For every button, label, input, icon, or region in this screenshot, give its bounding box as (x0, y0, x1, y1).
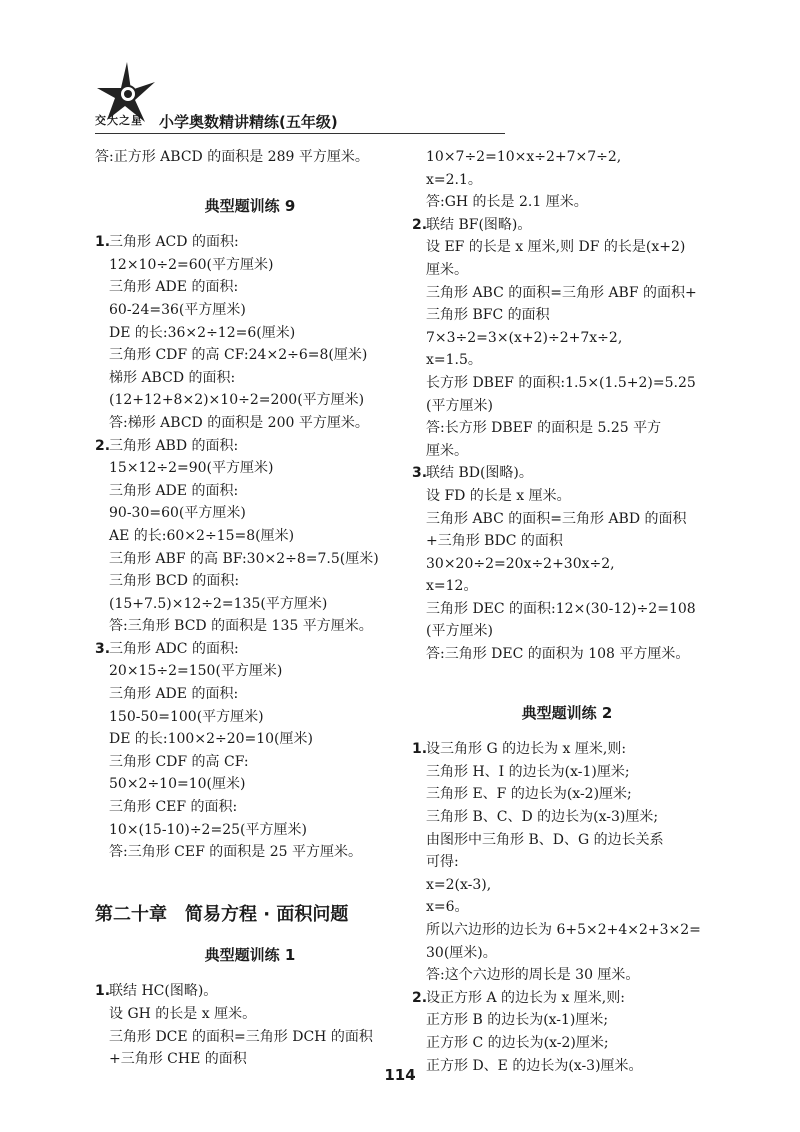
problem-number: 3. (412, 465, 428, 482)
text-line: 答:梯形 ABCD 的面积是 200 平方厘米。 (109, 414, 369, 431)
text-line: 三角形 ADE 的面积: (109, 482, 239, 499)
text-line: 梯形 ABCD 的面积: (109, 369, 236, 386)
text-line: 三角形 CEF 的面积: (109, 799, 238, 816)
text-line: 10×(15-10)÷2=25(平方厘米) (109, 821, 307, 838)
text-line: 三角形 B、C、D 的边长为(x-3)厘米; (426, 809, 659, 826)
text-line: 正方形 D、E 的边长为(x-3)厘米。 (426, 1057, 643, 1074)
text-line: 20×15÷2=150(平方厘米) (109, 663, 283, 680)
text-line: 设 FD 的长是 x 厘米。 (426, 487, 571, 504)
text-line: 三角形 BCD 的面积: (109, 573, 240, 590)
text-line: 三角形 CDF 的高 CF:24×2÷6=8(厘米) (109, 347, 368, 364)
text-line: 答:正方形 ABCD 的面积是 289 平方厘米。 (95, 149, 369, 165)
text-line: DE 的长:36×2÷12=6(厘米) (109, 324, 296, 341)
page-header (95, 60, 505, 140)
text-line: (平方厘米) (426, 397, 493, 414)
text-line: 三角形 ADC 的面积: (109, 640, 239, 657)
text-line: x=6。 (426, 899, 469, 916)
text-line: 答:长方形 DBEF 的面积是 5.25 平方 (426, 420, 662, 437)
text-line: x=2(x-3), (426, 876, 492, 893)
header-divider (95, 133, 505, 134)
text-line: 90-30=60(平方厘米) (109, 505, 246, 522)
text-line: 三角形 ABF 的高 BF:30×2÷8=7.5(厘米) (109, 550, 379, 567)
star-logo-icon (95, 60, 157, 140)
text-line: 150-50=100(平方厘米) (109, 708, 264, 725)
text-line: 设三角形 G 的边长为 x 厘米,则: (426, 741, 627, 758)
section-title: 典型题训练 1 (204, 945, 296, 964)
text-line: 三角形 ABC 的面积=三角形 ABF 的面积+ (426, 284, 697, 301)
text-line: 三角形 ABC 的面积=三角形 ABD 的面积 (426, 510, 687, 527)
text-line: 设 GH 的长是 x 厘米。 (109, 1006, 257, 1022)
text-line: 由图形中三角形 B、D、G 的边长关系 (426, 831, 664, 848)
problem-number: 2. (412, 989, 428, 1006)
text-line: DE 的长:100×2÷20=10(厘米) (109, 731, 313, 748)
problem-number: 2. (95, 437, 111, 454)
chapter-title: 第二十章 简易方程 · 面积问题 (95, 903, 349, 925)
text-line: (12+12+8×2)×10÷2=200(平方厘米) (109, 392, 365, 409)
left-column (95, 146, 405, 1071)
text-line: x=12。 (426, 578, 478, 595)
text-line: 正方形 C 的边长为(x-2)厘米; (426, 1034, 609, 1051)
text-line: 30(厘米)。 (426, 944, 497, 961)
text-line: 设正方形 A 的边长为 x 厘米,则: (426, 989, 625, 1006)
text-line: 答:三角形 BCD 的面积是 135 平方厘米。 (109, 618, 373, 635)
page-number: 114 (384, 1066, 416, 1084)
text-line: 答:三角形 CEF 的面积是 25 平方厘米。 (109, 844, 362, 861)
text-line: 联结 BD(图略)。 (426, 465, 533, 482)
section-title: 典型题训练 9 (204, 196, 296, 215)
problem-number: 3. (95, 640, 111, 657)
text-line: 答:这个六边形的周长是 30 厘米。 (426, 967, 640, 984)
section-title: 典型题训练 2 (521, 703, 613, 722)
text-line: 三角形 ADE 的面积: (109, 686, 239, 703)
logo-text: 交大之星 (95, 114, 143, 127)
text-line: 三角形 ABD 的面积: (109, 437, 239, 454)
text-line: 答:三角形 DEC 的面积为 108 平方厘米。 (426, 646, 690, 663)
text-line: x=1.5。 (426, 352, 482, 369)
text-line: 三角形 DEC 的面积:12×(30-12)÷2=108 (426, 600, 696, 617)
text-line: AE 的长:60×2÷15=8(厘米) (109, 527, 295, 544)
book-title: 小学奥数精讲精练(五年级) (159, 113, 338, 131)
text-line: 15×12÷2=90(平方厘米) (109, 460, 274, 477)
text-line: 三角形 ACD 的面积: (109, 234, 239, 251)
text-line: 7×3÷2=3×(x+2)÷2+7x÷2, (426, 329, 623, 346)
text-line: 所以六边形的边长为 6+5×2+4×2+3×2= (426, 922, 701, 938)
text-line: 三角形 E、F 的边长为(x-2)厘米; (426, 786, 632, 803)
text-line: 10×7÷2=10×x÷2+7×7÷2, (426, 149, 622, 165)
text-line: x=2.1。 (426, 171, 482, 188)
text-line: 厘米。 (426, 442, 468, 459)
problem-number: 1. (412, 741, 428, 758)
text-line: 可得: (426, 854, 459, 871)
text-line: 长方形 DBEF 的面积:1.5×(1.5+2)=5.25 (426, 374, 696, 391)
text-line: 三角形 H、I 的边长为(x-1)厘米; (426, 763, 630, 780)
text-line: +三角形 CHE 的面积 (109, 1051, 247, 1068)
text-line: 正方形 B 的边长为(x-1)厘米; (426, 1012, 609, 1029)
text-line: +三角形 BDC 的面积 (426, 533, 563, 550)
text-line: 50×2÷10=10(厘米) (109, 776, 246, 793)
problem-number: 1. (95, 983, 111, 1000)
text-line: 30×20÷2=20x÷2+30x÷2, (426, 555, 615, 572)
text-line: 厘米。 (426, 261, 468, 278)
text-line: (15+7.5)×12÷2=135(平方厘米) (109, 595, 328, 612)
text-line: 三角形 ADE 的面积: (109, 279, 239, 296)
text-line: 联结 HC(图略)。 (109, 983, 218, 1000)
problem-number: 1. (95, 234, 111, 251)
text-line: 12×10÷2=60(平方厘米) (109, 256, 274, 273)
text-line: 三角形 BFC 的面积 (426, 307, 550, 324)
text-line: 三角形 DCE 的面积=三角形 DCH 的面积 (109, 1028, 373, 1045)
text-line: 联结 BF(图略)。 (426, 216, 532, 233)
text-line: (平方厘米) (426, 623, 493, 640)
text-line: 答:GH 的长是 2.1 厘米。 (426, 194, 588, 211)
text-line: 60-24=36(平方厘米) (109, 301, 246, 318)
problem-number: 2. (412, 216, 428, 233)
text-line: 设 EF 的长是 x 厘米,则 DF 的长是(x+2) (426, 239, 686, 256)
right-column (412, 146, 722, 1077)
text-line: 三角形 CDF 的高 CF: (109, 753, 249, 770)
